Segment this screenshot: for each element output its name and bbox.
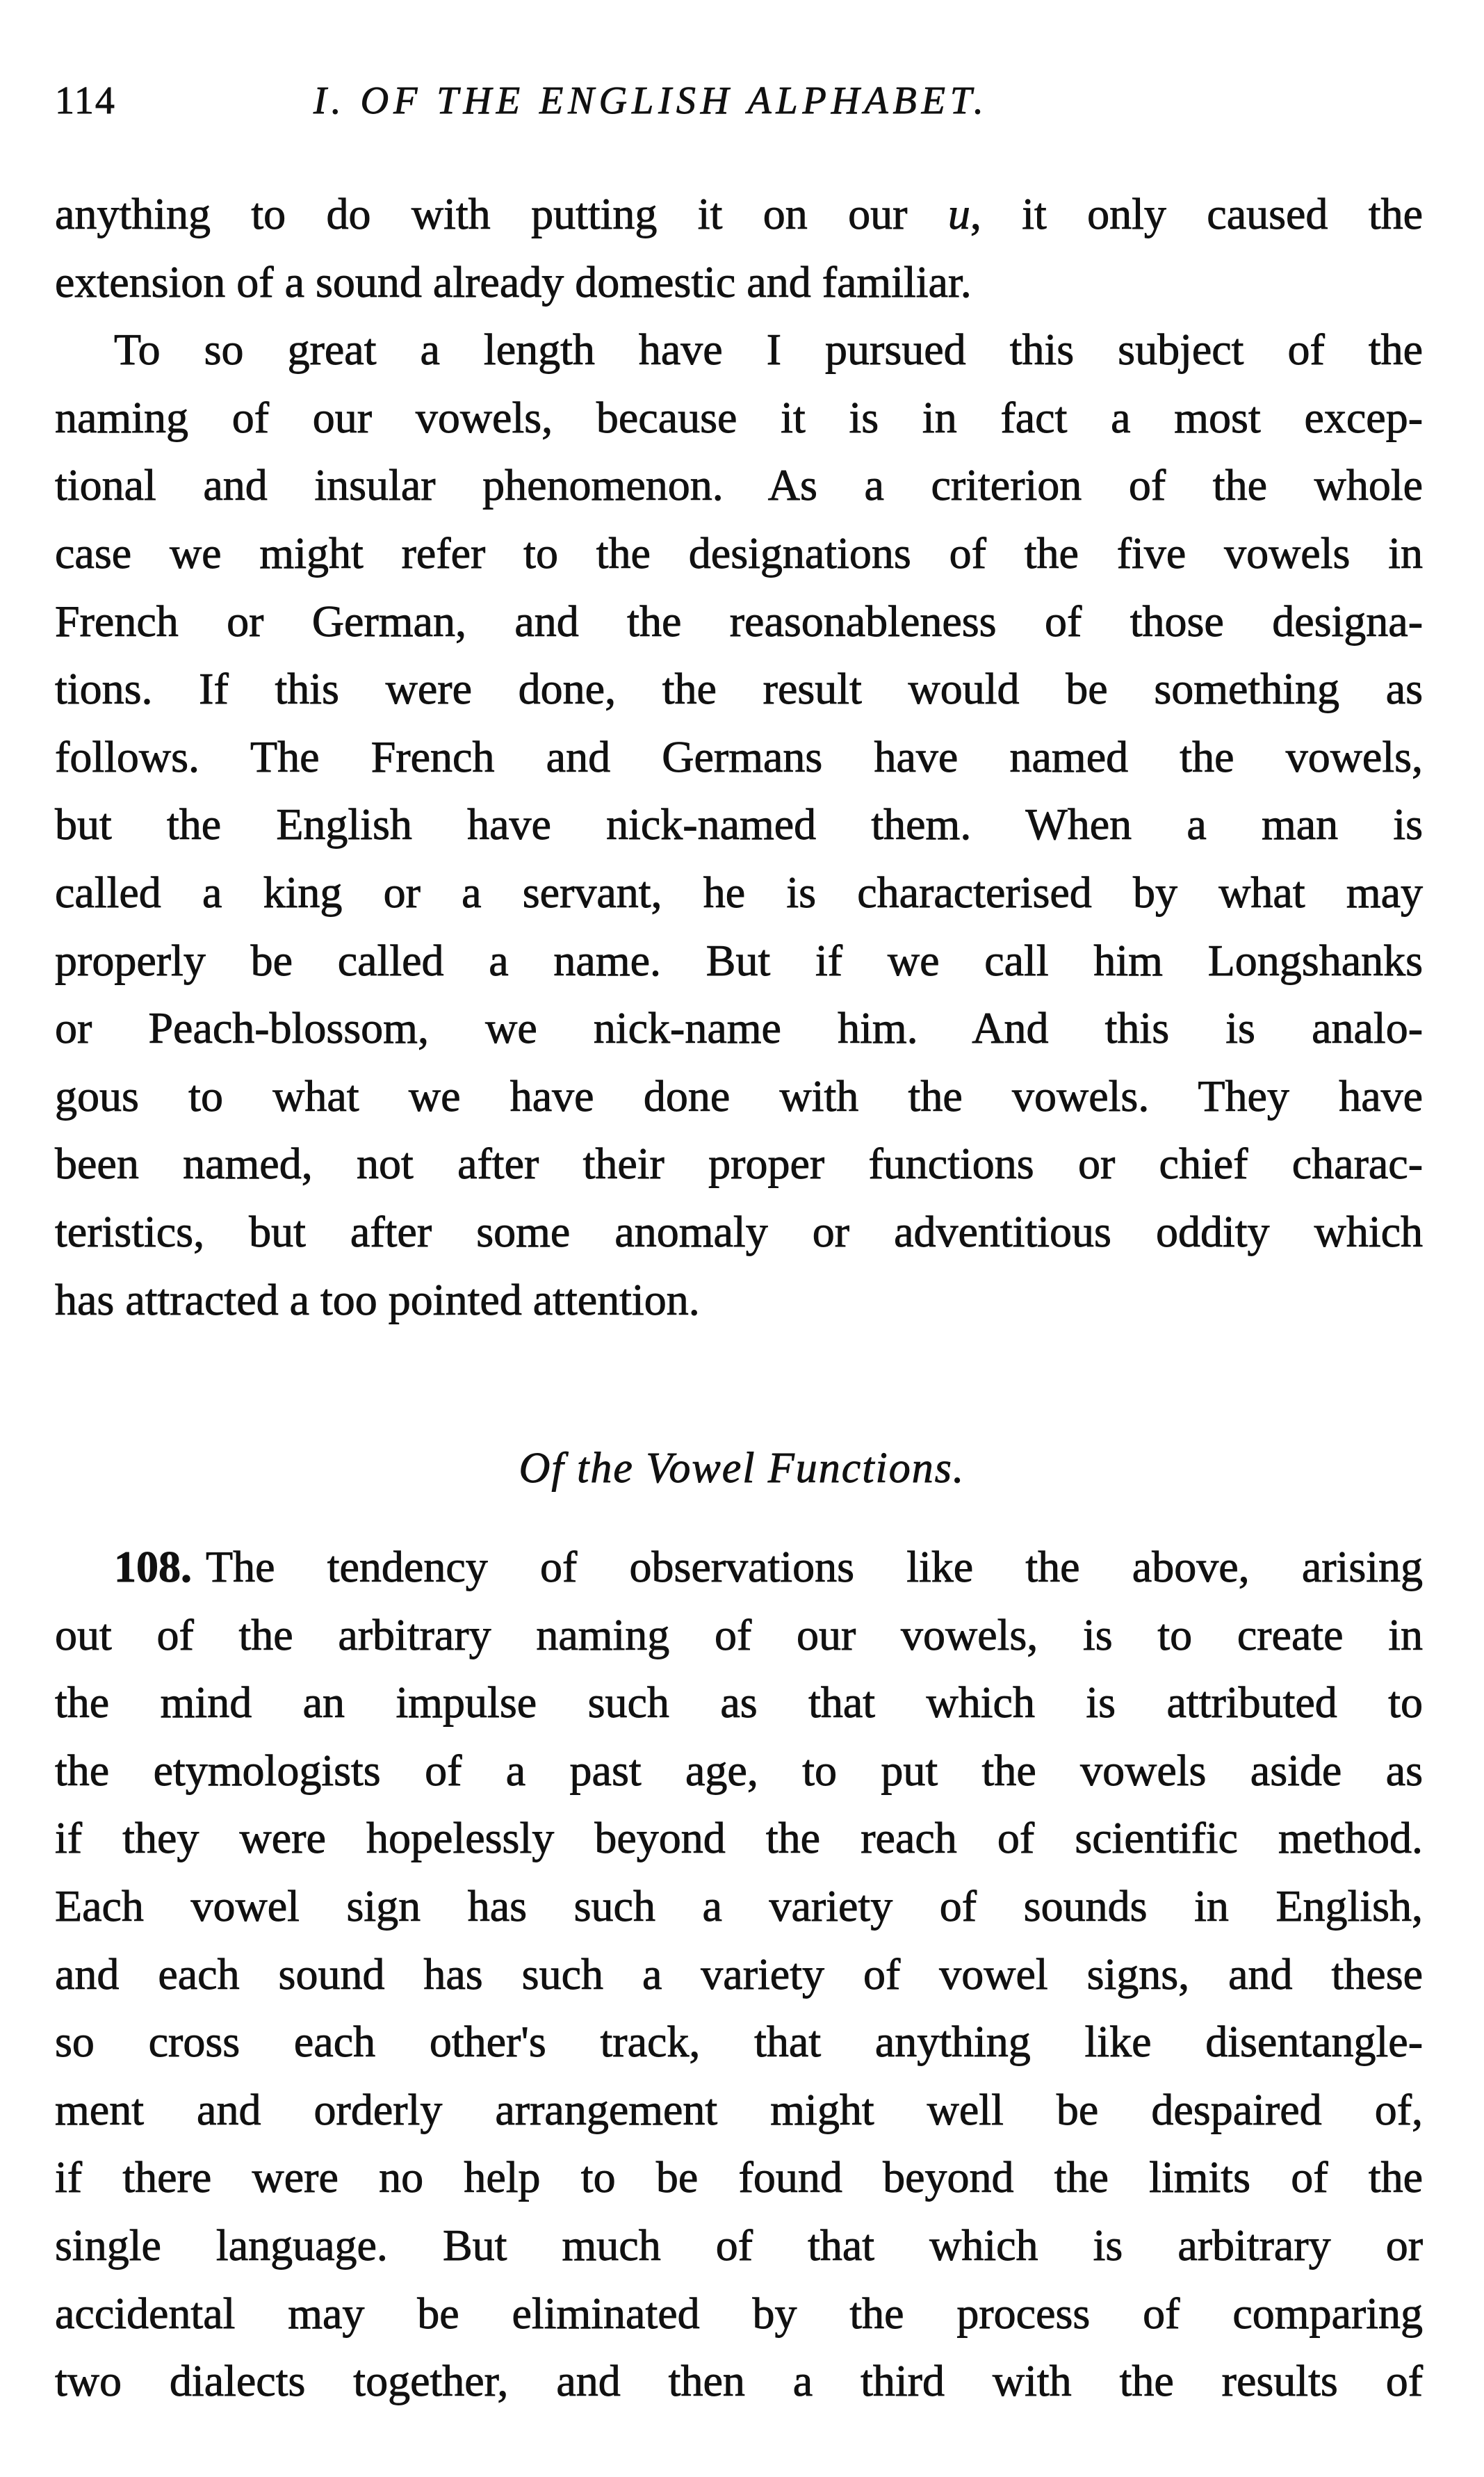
paragraph-1 (55, 248, 1423, 316)
text-line (55, 2076, 1423, 2144)
paragraph-108 (55, 1533, 1423, 2415)
text-segment: , it only caused the (970, 189, 1423, 238)
text-line (55, 1062, 1423, 1130)
text-segment: or Peach-blossom, we nick-name him. And this is analo- (55, 1003, 1423, 1053)
text-segment: tional and insular phenomenon. As a criterion of the whole (55, 460, 1423, 510)
text-segment: the mind an impulse such as that which is attributed to (55, 1678, 1423, 1728)
text-segment: French or German, and the reasonableness of those designa- (55, 596, 1423, 646)
text-segment: called a king or a servant, he is characterised by what may (55, 867, 1423, 917)
text-segment: anything to do with putting it on our (55, 189, 948, 238)
text-line (55, 1533, 1423, 1601)
section-heading: Of the Vowel Functions. (519, 1445, 965, 1492)
text-line (55, 384, 1423, 452)
text-segment: accidental may be eliminated by the process of comparing (55, 2288, 1423, 2338)
running-title: I. OF THE ENGLISH ALPHABET. (313, 79, 988, 122)
text-segment: properly be called a name. But if we call him Longshanks (55, 935, 1423, 985)
text-line (55, 2347, 1423, 2415)
text-line (55, 1266, 1423, 1334)
text-line (55, 994, 1423, 1062)
text-line (55, 1804, 1423, 1872)
text-segment: tions. If this were done, the result would be something as (55, 664, 1423, 714)
text-segment: has attracted a too pointed attention. (55, 1274, 700, 1324)
text-segment: been named, not after their proper functions or chief charac- (55, 1139, 1423, 1189)
text-segment: ment and orderly arrangement might well be despaired of, (55, 2084, 1423, 2134)
text-segment: Each vowel sign has such a variety of sounds in English, (55, 1881, 1423, 1931)
text-line (55, 2280, 1423, 2348)
text-line (55, 723, 1423, 791)
text-line (55, 1872, 1423, 1940)
text-line (55, 1130, 1423, 1198)
text-segment: The tendency of observations like the above, arising (206, 1542, 1423, 1591)
text-line (55, 2211, 1423, 2280)
text-line (55, 248, 1423, 316)
text-line (55, 1668, 1423, 1737)
text-segment: out of the arbitrary naming of our vowels, is to create in (55, 1609, 1423, 1659)
text-segment: case we might refer to the designations of the five vowels in (55, 528, 1423, 578)
text-line (55, 316, 1423, 384)
text-line (55, 1198, 1423, 1266)
text-segment: but the English have nick-named them. When a man is (55, 799, 1423, 850)
text-line (55, 1601, 1423, 1669)
text-segment: if there were no help to be found beyond the limits of the (55, 2152, 1423, 2202)
text-segment: if they were hopelessly beyond the reach of scientific method. (55, 1813, 1423, 1863)
text-segment: teristics, but after some anomaly or adventitious oddity which (55, 1206, 1423, 1256)
paragraph-2 (55, 316, 1423, 1333)
text-line (55, 587, 1423, 656)
running-head (55, 73, 1423, 129)
text-line (55, 1737, 1423, 1805)
paragraph-108-lines (55, 1533, 1423, 2415)
text-line (55, 2008, 1423, 2076)
text-line (55, 655, 1423, 723)
text-line (55, 927, 1423, 995)
section-number: 108. (114, 1542, 192, 1591)
text-segment: two dialects together, and then a third with the results of (55, 2356, 1423, 2406)
text-line (55, 2143, 1423, 2211)
text-line (55, 790, 1423, 859)
text-segment: follows. The French and Germans have named the vowels, (55, 731, 1423, 781)
text-segment: extension of a sound already domestic and familiar. (55, 257, 972, 307)
text-segment: the etymologists of a past age, to put the vowels aside as (55, 1745, 1423, 1795)
text-segment: gous to what we have done with the vowels. They have (55, 1071, 1423, 1121)
page-number: 114 (55, 79, 116, 122)
text-line (55, 180, 1423, 248)
italic-letter: u (947, 189, 970, 238)
text-segment: so cross each other's track, that anything like disentangle- (55, 2017, 1423, 2067)
text-segment: single language. But much of that which is arbitrary or (55, 2220, 1423, 2270)
text-segment: naming of our vowels, because it is in fact a most excep- (55, 392, 1423, 442)
text-line (55, 451, 1423, 519)
text-line (55, 519, 1423, 587)
text-segment: and each sound has such a variety of vowel signs, and these (55, 1949, 1423, 1999)
body-text-top (55, 180, 1423, 1333)
text-segment: To so great a length have I pursued this subject of the (114, 325, 1423, 375)
text-line (55, 859, 1423, 927)
text-line (55, 1940, 1423, 2008)
